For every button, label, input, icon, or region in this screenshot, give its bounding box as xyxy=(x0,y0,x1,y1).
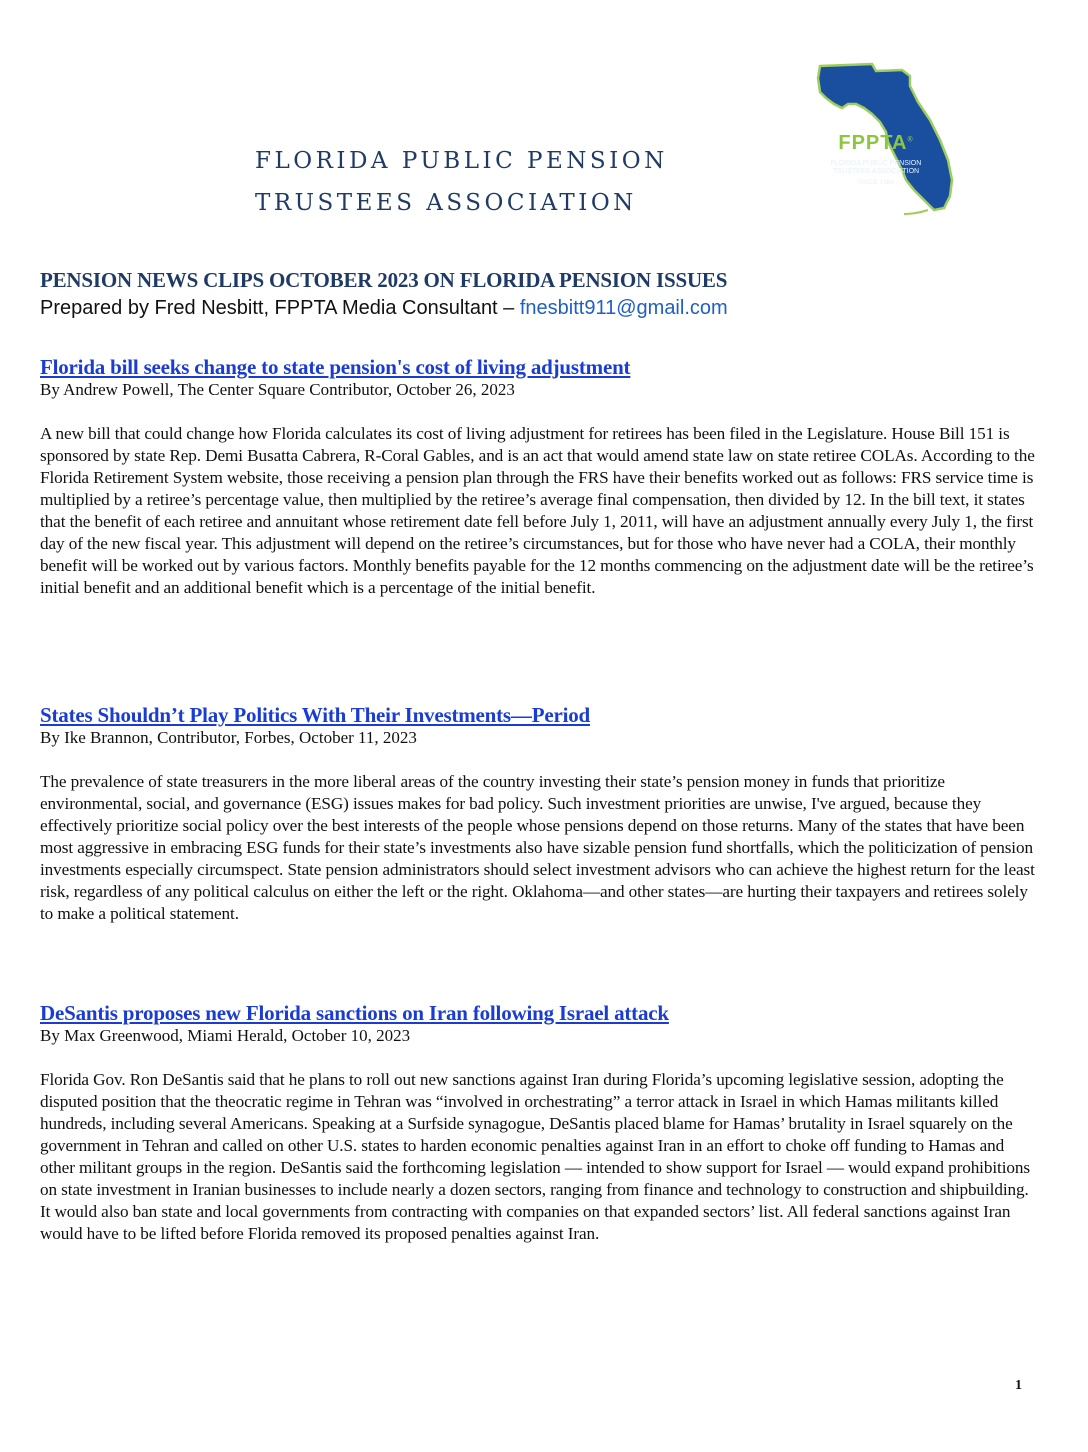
article-body: The prevalence of state treasurers in the more liberal areas of the country investing their state’s pension money in funds that prioritize environmental, social, and governance (ESG) issues makes for bad policy. Such investment priorities are unwise, I've argued, because they effectively prioritize social policy over the best interests of the people whose pensions depend on those returns. Many of the states that have been most aggressive in embracing ESG funds for their state’s investments also have sizable pension fund shortfalls, which the politicization of pension investments especially circumspect. State pension administrators should select investment advisors who can achieve the highest return for the least risk, regardless of any political calculus on either the left or the right. Oklahoma—and other states—are hurting their taxpayers and retirees solely to make a political statement. xyxy=(40,772,1035,923)
article-title-link[interactable]: States Shouldn’t Play Politics With Their Investments—Period xyxy=(40,703,590,727)
org-name-line1: FLORIDA PUBLIC PENSION xyxy=(255,148,668,174)
article-byline: By Andrew Powell, The Center Square Contributor, October 26, 2023 xyxy=(40,380,515,399)
article-title-link[interactable]: DeSantis proposes new Florida sanctions on Iran following Israel attack xyxy=(40,1001,669,1025)
logo-since: SINCE 1984 xyxy=(857,179,895,186)
article-body: Florida Gov. Ron DeSantis said that he plans to roll out new sanctions against Iran during Florida’s upcoming legislative session, adopting the disputed position that the theocratic regime in Tehran was “involved in orchestrating” a terror attack in Israel in which Hamas militants killed hundreds, including several Americans. Speaking at a Surfside synagogue, DeSantis placed blame for Hamas’ brutality in Israel squarely on the government in Tehran and called on other U.S. states to harden economic penalties against Iran in an effort to choke off funding to Hamas and other militant groups in the region. DeSantis said the forthcoming legislation — intended to show support for Israel — would expand prohibitions on state investment in Iranian businesses to include nearly a dozen sectors, ranging from finance and technology to construction and shipbuilding. It would also ban state and local governments from contracting with companies on that expanded sectors’ list. All federal sanctions against Iran would have to be lifted before Florida removed its proposed penalties against Iran. xyxy=(40,1070,1030,1243)
article-byline: By Ike Brannon, Contributor, Forbes, October 11, 2023 xyxy=(40,728,417,747)
page-number: 1 xyxy=(1015,1378,1022,1393)
email-link[interactable]: fnesbitt911@gmail.com xyxy=(519,297,728,319)
article-byline: By Max Greenwood, Miami Herald, October 10, 2023 xyxy=(40,1026,411,1045)
article-2 xyxy=(40,703,1040,925)
org-name-line2: TRUSTEES ASSOCIATION xyxy=(255,190,637,216)
logo-brand-text: FPPTA xyxy=(838,132,908,154)
registered-mark: ® xyxy=(907,136,914,144)
article-3 xyxy=(40,1001,1040,1245)
prepared-by xyxy=(40,297,728,320)
org-name xyxy=(255,140,668,224)
logo-subtitle-line1: FLORIDA PUBLIC PENSION xyxy=(830,160,922,167)
page-headline: PENSION NEWS CLIPS OCTOBER 2023 ON FLORIDA PENSION ISSUES xyxy=(40,268,728,292)
fppta-logo xyxy=(806,58,966,218)
article-1 xyxy=(40,355,1040,599)
article-body: A new bill that could change how Florida calculates its cost of living adjustment for retirees has been filed in the Legislature. House Bill 151 is sponsored by state Rep. Demi Busatta Cabrera, R-Coral Gables, and is an act that would amend state law on state retiree COLAs. According to the Florida Retirement System website, those receiving a pension plan through the FRS have their benefits worked out as follows: FRS service time is multiplied by a retiree’s percentage value, then multiplied by the retiree’s average final compensation, then divided by 12. In the bill text, it states that the benefit of each retiree and annuitant whose retirement date fell before July 1, 2011, will have an adjustment annually every July 1, the first day of the new fiscal year. This adjustment will depend on the retiree’s circumstances, but for those who have never had a COLA, their monthly benefit will be worked out by various factors. Monthly benefits payable for the 12 months commencing on the adjustment date will be the retiree’s initial benefit and an additional benefit which is a percentage of the initial benefit. xyxy=(40,424,1035,597)
article-title-link[interactable]: Florida bill seeks change to state pension's cost of living adjustment xyxy=(40,355,631,379)
logo-subtitle-line2: TRUSTEES ASSOCIATION xyxy=(832,168,920,175)
prepared-by-text: Prepared by Fred Nesbitt, FPPTA Media Consultant – xyxy=(40,297,520,319)
